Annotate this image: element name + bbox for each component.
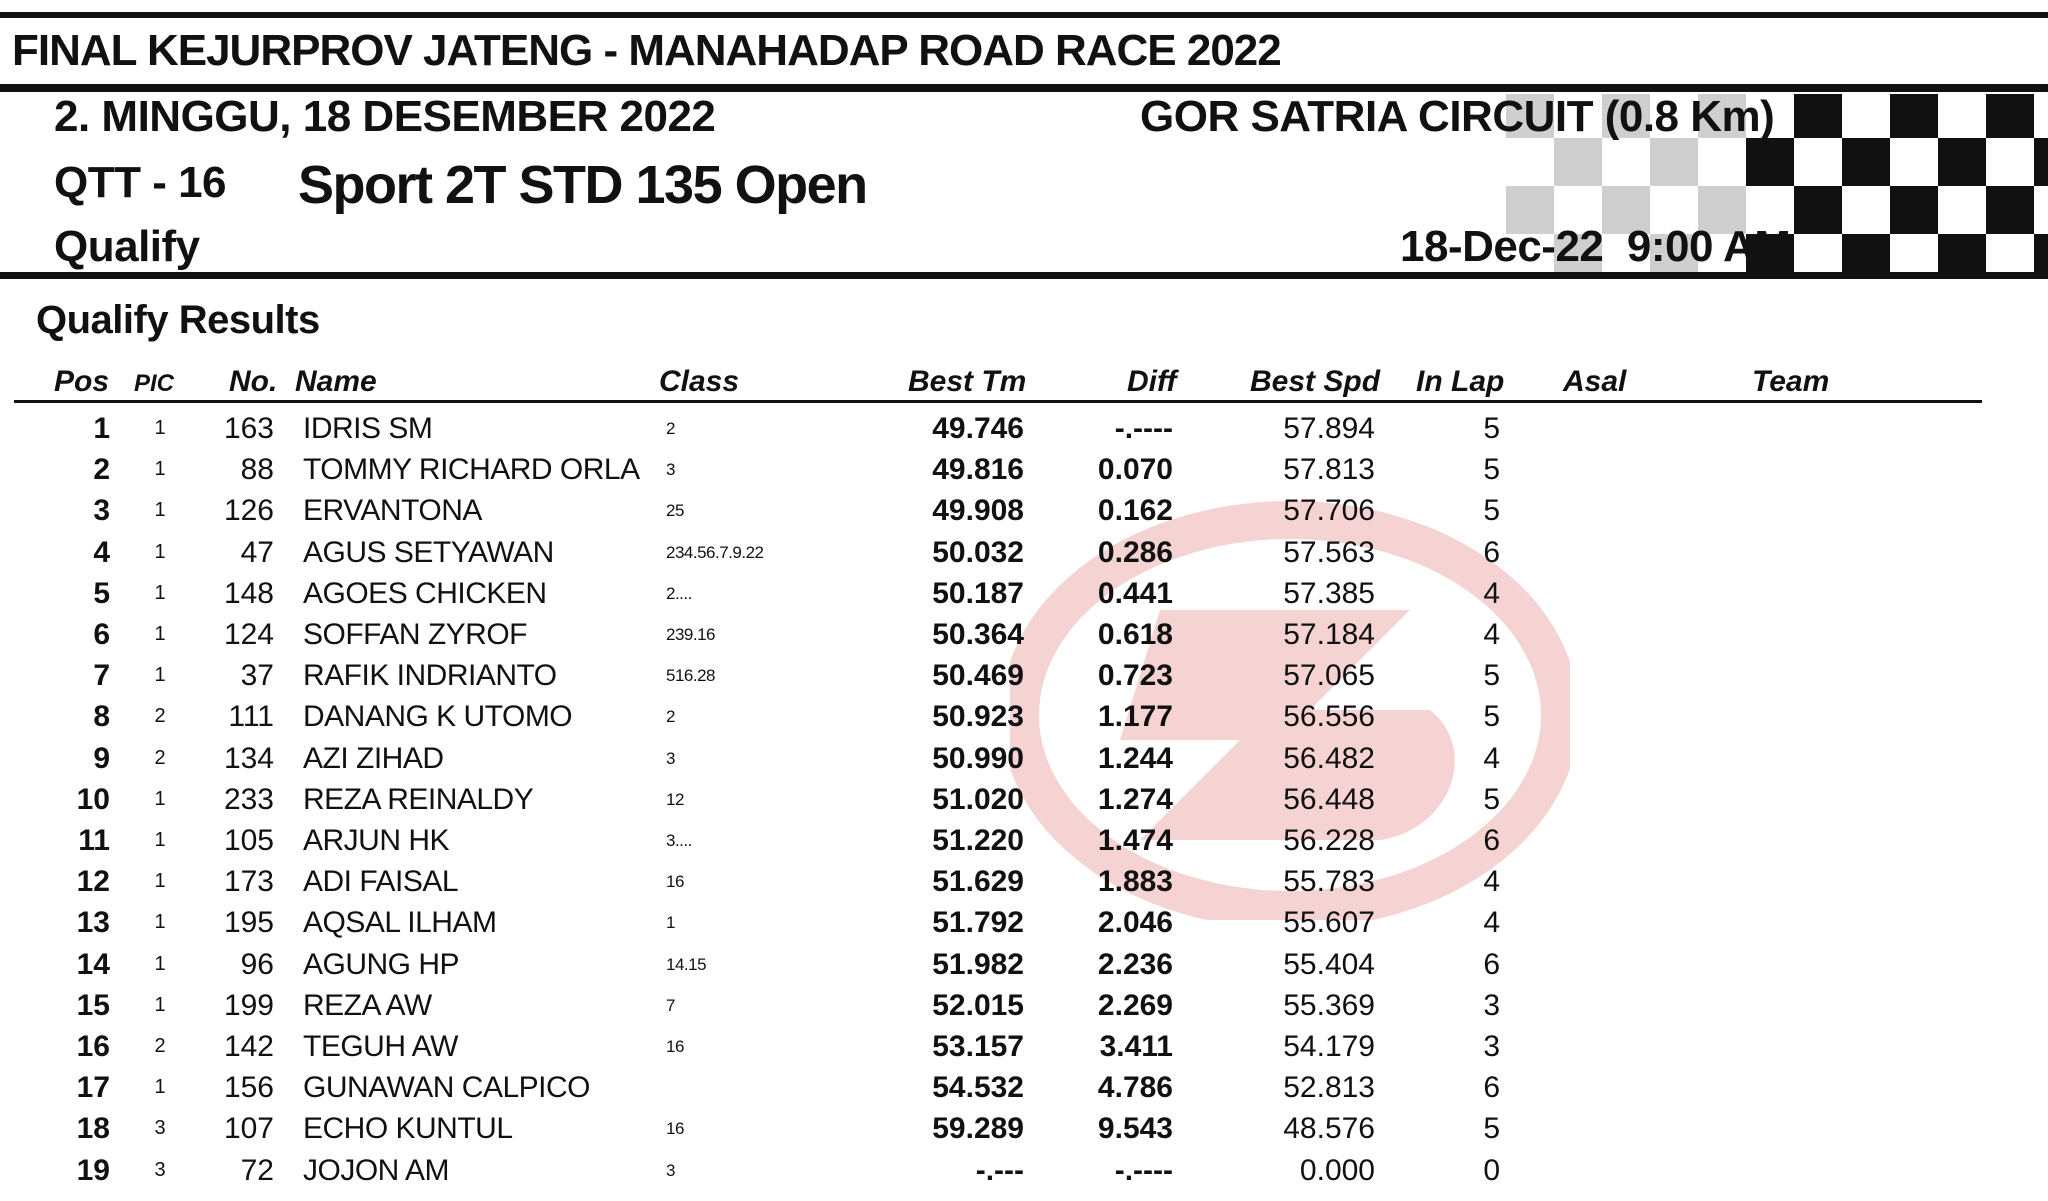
cell-diff: 1.274 <box>1097 782 1173 816</box>
col-header-no: No. <box>229 365 278 398</box>
cell-no: 195 <box>223 906 274 940</box>
cell-best-tm: 49.908 <box>932 494 1024 528</box>
cell-name: RAFIK INDRIANTO <box>303 659 557 693</box>
cell-diff: 2.046 <box>1097 906 1173 940</box>
cell-pic: 1 <box>154 540 166 563</box>
cell-in-lap: 5 <box>1483 782 1500 816</box>
cell-best-spd: 48.576 <box>1283 1112 1375 1146</box>
flag-square <box>1986 138 2034 186</box>
flag-square <box>1602 138 1650 186</box>
cell-in-lap: 4 <box>1483 906 1500 940</box>
cell-pos: 5 <box>93 576 110 610</box>
col-header-pic: PIC <box>134 370 175 397</box>
cell-class: 516.28 <box>666 666 715 686</box>
flag-square <box>1650 138 1698 186</box>
cell-no: 72 <box>240 1153 274 1187</box>
cell-name: REZA AW <box>303 988 432 1022</box>
cell-no: 134 <box>223 741 274 775</box>
flag-square <box>1986 234 2034 272</box>
table-row <box>0 779 2048 820</box>
cell-no: 156 <box>223 1071 274 1105</box>
cell-best-spd: 57.894 <box>1283 412 1375 445</box>
cell-pic: 2 <box>154 705 166 728</box>
col-header-name: Name <box>295 365 377 398</box>
cell-in-lap: 5 <box>1483 659 1500 693</box>
cell-pos: 11 <box>78 824 110 857</box>
cell-class: 2.... <box>666 583 692 603</box>
flag-square <box>2034 94 2048 138</box>
flag-square <box>1938 186 1986 234</box>
cell-pos: 2 <box>93 453 110 487</box>
cell-best-tm: 50.364 <box>932 618 1024 651</box>
cell-best-tm: 51.982 <box>932 947 1024 981</box>
cell-best-tm: 51.792 <box>932 906 1024 940</box>
cell-diff: 9.543 <box>1097 1112 1173 1146</box>
cell-best-spd: 57.184 <box>1283 618 1375 651</box>
cell-diff: 0.618 <box>1097 618 1173 651</box>
cell-best-tm: 50.187 <box>932 576 1024 610</box>
cell-class: 1 <box>666 913 675 933</box>
cell-name: TEGUH AW <box>303 1030 458 1063</box>
flag-square <box>1890 138 1938 186</box>
cell-name: AZI ZIHAD <box>303 741 444 775</box>
col-header-class: Class <box>659 365 740 398</box>
cell-name: ERVANTONA <box>303 494 482 528</box>
cell-best-spd: 55.783 <box>1283 865 1375 899</box>
cell-in-lap: 3 <box>1483 1030 1500 1063</box>
cell-class: 3.... <box>666 831 692 850</box>
cell-best-spd: 57.385 <box>1283 576 1375 610</box>
table-row <box>0 1067 2048 1108</box>
cell-pos: 7 <box>93 659 110 693</box>
cell-no: 37 <box>240 659 274 693</box>
cell-in-lap: 5 <box>1483 453 1500 487</box>
col-header-in-lap: In Lap <box>1416 365 1505 398</box>
cell-diff: 0.723 <box>1097 659 1173 693</box>
cell-name: ECHO KUNTUL <box>303 1112 513 1146</box>
cell-pic: 1 <box>154 417 166 439</box>
cell-in-lap: 6 <box>1483 824 1500 857</box>
cell-in-lap: 5 <box>1483 700 1500 734</box>
cell-name: AGUNG HP <box>303 947 460 981</box>
cell-best-tm: -.--- <box>975 1153 1024 1187</box>
cell-class: 3 <box>666 1160 675 1180</box>
cell-best-spd: 52.813 <box>1283 1071 1375 1105</box>
cell-diff: 0.162 <box>1097 494 1173 528</box>
cell-best-spd: 57.706 <box>1283 494 1375 528</box>
cell-best-tm: 50.032 <box>932 535 1024 569</box>
cell-name: REZA REINALDY <box>303 782 534 816</box>
cell-class: 14.15 <box>666 954 707 974</box>
flag-square <box>2034 186 2048 234</box>
cell-name: GUNAWAN CALPICO <box>303 1071 590 1105</box>
cell-pic: 2 <box>154 1035 166 1057</box>
cell-best-tm: 51.629 <box>932 865 1024 899</box>
cell-best-tm: 50.469 <box>932 659 1024 693</box>
title-rule <box>0 84 2048 92</box>
table-row <box>0 1150 2048 1191</box>
cell-class: 12 <box>666 789 684 809</box>
cell-no: 233 <box>223 782 274 816</box>
cell-in-lap: 0 <box>1483 1153 1500 1187</box>
col-header-asal: Asal <box>1563 365 1627 398</box>
table-row <box>0 408 2048 449</box>
cell-pos: 9 <box>93 741 110 775</box>
table-row <box>0 696 2048 737</box>
flag-square <box>1890 94 1938 138</box>
cell-pos: 15 <box>76 988 110 1022</box>
cell-best-tm: 59.289 <box>932 1112 1024 1146</box>
table-row <box>0 573 2048 614</box>
table-row <box>0 1026 2048 1067</box>
cell-pos: 4 <box>93 535 110 569</box>
cell-best-spd: 0.000 <box>1299 1153 1375 1187</box>
cell-no: 173 <box>223 865 274 899</box>
col-header-pos: Pos <box>54 365 110 398</box>
col-header-team: Team <box>1752 365 1830 398</box>
cell-pic: 1 <box>154 1076 166 1099</box>
cell-in-lap: 6 <box>1483 947 1500 981</box>
cell-best-tm: 51.220 <box>932 824 1024 857</box>
cell-pos: 16 <box>76 1030 110 1063</box>
cell-diff: 0.286 <box>1097 535 1173 569</box>
cell-no: 148 <box>223 576 274 610</box>
cell-diff: 1.474 <box>1097 824 1173 857</box>
cell-name: AQSAL ILHAM <box>303 906 497 940</box>
table-row <box>0 861 2048 902</box>
cell-pic: 1 <box>154 787 166 810</box>
top-rule <box>0 12 2048 18</box>
cell-name: SOFFAN ZYROF <box>303 618 528 651</box>
cell-pos: 3 <box>93 494 110 528</box>
cell-pic: 1 <box>154 829 166 851</box>
cell-in-lap: 4 <box>1483 741 1500 775</box>
cell-pos: 17 <box>76 1071 110 1105</box>
flag-square <box>1842 186 1890 234</box>
class-name: Sport 2T STD 135 Open <box>298 155 867 215</box>
cell-pos: 19 <box>76 1153 110 1187</box>
cell-in-lap: 5 <box>1483 494 1500 528</box>
session-type: Qualify <box>54 222 200 271</box>
cell-best-spd: 56.448 <box>1283 782 1375 816</box>
cell-diff: 1.244 <box>1097 741 1173 775</box>
cell-name: IDRIS SM <box>303 412 433 445</box>
table-row <box>0 820 2048 861</box>
session-timestamp: 18-Dec-22 9:00 AM <box>1400 222 1791 271</box>
cell-pos: 1 <box>93 412 110 445</box>
cell-pic: 1 <box>154 993 166 1016</box>
cell-best-spd: 57.563 <box>1283 535 1375 569</box>
cell-pic: 1 <box>154 499 166 522</box>
cell-class: 3 <box>666 460 675 480</box>
cell-diff: 2.269 <box>1097 988 1173 1022</box>
cell-pic: 1 <box>154 870 166 893</box>
cell-best-spd: 56.556 <box>1283 700 1375 734</box>
cell-class: 234.56.7.9.22 <box>666 542 764 562</box>
cell-pos: 6 <box>93 618 110 651</box>
cell-diff: 0.441 <box>1097 576 1173 610</box>
cell-best-tm: 50.990 <box>932 741 1024 775</box>
cell-best-tm: 52.015 <box>932 988 1024 1022</box>
cell-no: 124 <box>223 618 274 651</box>
cell-no: 47 <box>240 535 274 569</box>
event-title: FINAL KEJURPROV JATENG - MANAHADAP ROAD RACE 2022 <box>12 26 1281 75</box>
cell-name: JOJON AM <box>303 1153 450 1187</box>
flag-square <box>1746 138 1794 186</box>
flag-square <box>1890 186 1938 234</box>
cell-no: 111 <box>228 700 274 734</box>
table-row <box>0 449 2048 490</box>
cell-name: AGUS SETYAWAN <box>303 535 554 569</box>
table-header-rule <box>14 400 1982 403</box>
cell-best-tm: 53.157 <box>932 1030 1024 1063</box>
cell-pic: 1 <box>154 581 166 604</box>
cell-best-tm: 51.020 <box>932 782 1024 816</box>
flag-square <box>1890 234 1938 272</box>
flag-square <box>1938 234 1986 272</box>
col-header-diff: Diff <box>1127 365 1177 398</box>
cell-pos: 8 <box>93 700 110 734</box>
cell-best-spd: 57.813 <box>1283 453 1375 487</box>
cell-class: 7 <box>666 995 675 1015</box>
cell-best-spd: 57.065 <box>1283 659 1375 693</box>
flag-square <box>1794 186 1842 234</box>
cell-pic: 3 <box>154 1158 166 1181</box>
cell-name: ADI FAISAL <box>303 865 459 899</box>
cell-in-lap: 3 <box>1483 988 1500 1022</box>
cell-best-spd: 56.482 <box>1283 741 1375 775</box>
cell-pos: 13 <box>76 906 110 940</box>
flag-square <box>1938 138 1986 186</box>
cell-diff: 1.177 <box>1097 700 1173 734</box>
cell-pos: 14 <box>76 947 110 981</box>
cell-pic: 1 <box>154 623 166 645</box>
cell-in-lap: 6 <box>1483 1071 1500 1105</box>
table-row <box>0 614 2048 655</box>
flag-square <box>2034 234 2048 272</box>
cell-diff: 0.070 <box>1097 453 1173 487</box>
cell-no: 126 <box>223 494 274 528</box>
cell-best-tm: 49.746 <box>932 412 1024 445</box>
cell-pos: 18 <box>76 1112 110 1146</box>
flag-square <box>1794 234 1842 272</box>
cell-best-spd: 55.369 <box>1283 988 1375 1022</box>
cell-diff: 2.236 <box>1097 947 1173 981</box>
cell-pic: 2 <box>154 746 166 769</box>
cell-class: 25 <box>666 501 684 521</box>
cell-in-lap: 6 <box>1483 535 1500 569</box>
cell-best-tm: 54.532 <box>932 1071 1024 1105</box>
cell-best-spd: 55.607 <box>1283 906 1375 940</box>
cell-pic: 1 <box>154 458 166 481</box>
cell-in-lap: 5 <box>1483 412 1500 445</box>
table-row <box>0 1108 2048 1149</box>
cell-name: DANANG K UTOMO <box>303 700 573 734</box>
cell-diff: 4.786 <box>1097 1071 1173 1105</box>
cell-best-spd: 56.228 <box>1283 824 1375 857</box>
cell-name: TOMMY RICHARD ORLA <box>303 453 640 487</box>
flag-square <box>1506 138 1554 186</box>
flag-square <box>1794 138 1842 186</box>
cell-best-spd: 54.179 <box>1283 1030 1375 1063</box>
table-row <box>0 985 2048 1026</box>
flag-square <box>1842 234 1890 272</box>
col-header-best-spd: Best Spd <box>1250 365 1381 398</box>
cell-diff: 3.411 <box>1099 1030 1173 1063</box>
cell-pic: 1 <box>154 911 166 934</box>
cell-best-tm: 50.923 <box>932 700 1024 734</box>
table-row <box>0 490 2048 531</box>
flag-square <box>1554 138 1602 186</box>
cell-pic: 1 <box>154 664 166 687</box>
date-line: 2. MINGGU, 18 DESEMBER 2022 <box>54 92 716 141</box>
table-row <box>0 902 2048 943</box>
cell-class: 16 <box>666 1037 684 1056</box>
cell-diff: 1.883 <box>1097 865 1173 899</box>
cell-pos: 10 <box>76 782 110 816</box>
results-title: Qualify Results <box>36 298 320 342</box>
flag-square <box>1986 186 2034 234</box>
cell-best-spd: 55.404 <box>1283 947 1375 981</box>
cell-no: 142 <box>223 1030 274 1063</box>
flag-square <box>1842 138 1890 186</box>
cell-class: 2 <box>666 419 675 438</box>
cell-in-lap: 4 <box>1483 576 1500 610</box>
cell-diff: -.---- <box>1114 1153 1173 1187</box>
cell-best-tm: 49.816 <box>932 453 1024 487</box>
flag-square <box>1698 138 1746 186</box>
cell-no: 199 <box>223 988 274 1022</box>
table-row <box>0 532 2048 573</box>
flag-square <box>1842 94 1890 138</box>
cell-no: 88 <box>240 453 274 487</box>
session-code: QTT - 16 <box>54 158 227 207</box>
circuit-name: GOR SATRIA CIRCUIT (0.8 Km) <box>1140 92 1775 141</box>
cell-pic: 1 <box>154 952 166 975</box>
cell-class: 2 <box>666 707 675 727</box>
cell-name: ARJUN HK <box>303 824 450 857</box>
col-header-best-tm: Best Tm <box>908 365 1027 398</box>
cell-no: 163 <box>223 412 274 445</box>
cell-pic: 3 <box>154 1117 166 1140</box>
cell-name: AGOES CHICKEN <box>303 576 547 610</box>
cell-class: 16 <box>666 872 684 892</box>
cell-in-lap: 4 <box>1483 865 1500 899</box>
cell-pos: 12 <box>76 865 110 899</box>
header-bottom-rule <box>0 272 2048 279</box>
table-row <box>0 944 2048 985</box>
flag-square <box>1986 94 2034 138</box>
flag-square <box>1938 94 1986 138</box>
cell-in-lap: 4 <box>1483 618 1500 651</box>
table-row <box>0 655 2048 696</box>
cell-diff: -.---- <box>1114 412 1173 445</box>
cell-in-lap: 5 <box>1483 1112 1500 1146</box>
cell-no: 105 <box>223 824 274 857</box>
cell-class: 239.16 <box>666 625 715 644</box>
cell-class: 16 <box>666 1119 684 1139</box>
cell-no: 96 <box>240 947 274 981</box>
flag-square <box>1794 94 1842 138</box>
table-row <box>0 738 2048 779</box>
flag-square <box>2034 138 2048 186</box>
cell-no: 107 <box>223 1112 274 1146</box>
cell-class: 3 <box>666 748 675 768</box>
